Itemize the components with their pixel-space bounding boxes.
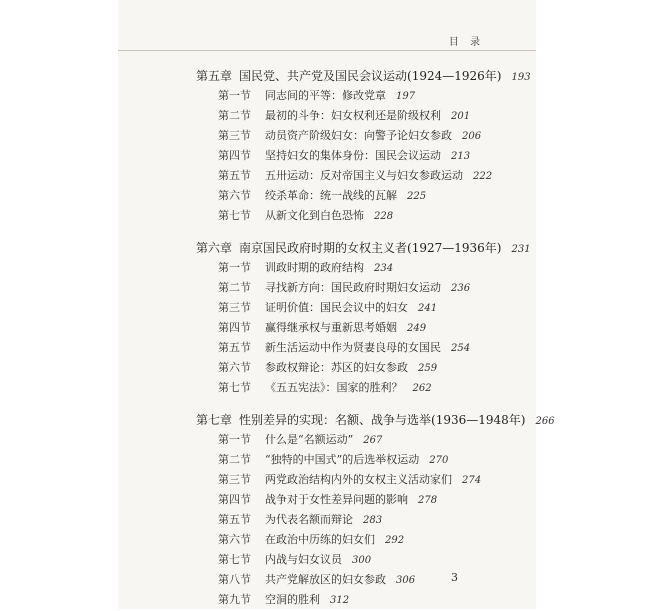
section-page-number: 234 — [374, 263, 394, 274]
section-label: 第四节 — [218, 493, 251, 506]
section-label: 第一节 — [218, 433, 251, 446]
page-number: 3 — [451, 571, 458, 584]
section-label: 第四节 — [218, 149, 251, 162]
section-page-number: 222 — [473, 171, 493, 182]
section-title: 在政治中历练的妇女们 — [265, 533, 375, 546]
section-entry[interactable] — [196, 470, 526, 490]
section-title: 共产党解放区的妇女参政 — [265, 573, 386, 586]
section-page-number: 267 — [363, 435, 383, 446]
section-entry[interactable] — [196, 146, 526, 166]
section-entry[interactable] — [196, 510, 526, 530]
section-label: 第五节 — [218, 513, 251, 526]
section-title: 内战与妇女议员 — [265, 553, 342, 566]
section-entry[interactable] — [196, 570, 526, 590]
section-entry[interactable] — [196, 590, 526, 610]
section-title: 赢得继承权与重新思考婚姻 — [265, 321, 397, 334]
section-page-number: 292 — [385, 535, 405, 546]
section-entry[interactable] — [196, 126, 526, 146]
section-page-number: 306 — [396, 575, 416, 586]
section-title: 什么是“名额运动” — [265, 433, 354, 446]
section-page-number: 278 — [418, 495, 438, 506]
section-entry[interactable] — [196, 530, 526, 550]
section-entry[interactable] — [196, 258, 526, 278]
section-page-number: 213 — [451, 151, 471, 162]
chapter-spacer — [196, 226, 526, 238]
table-of-contents — [196, 66, 555, 610]
chapter-page-number: 266 — [535, 416, 555, 427]
section-entry[interactable] — [196, 206, 526, 226]
section-title: 同志间的平等：修改党章 — [265, 89, 386, 102]
section-title: 战争对于女性差异问题的影响 — [265, 493, 408, 506]
section-page-number: 201 — [451, 111, 471, 122]
section-title: 寻找新方向：国民政府时期妇女运动 — [265, 281, 441, 294]
chapter-page-number: 193 — [511, 72, 531, 83]
section-label: 第六节 — [218, 533, 251, 546]
section-entry[interactable] — [196, 166, 526, 186]
section-title: 动员资产阶级妇女：向警予论妇女参政 — [265, 129, 452, 142]
section-entry[interactable] — [196, 106, 526, 126]
section-entry[interactable] — [196, 430, 526, 450]
section-label: 第七节 — [218, 209, 251, 222]
chapter-label: 第六章 — [196, 241, 233, 255]
section-label: 第一节 — [218, 89, 251, 102]
section-page-number: 270 — [429, 455, 449, 466]
section-label: 第八节 — [218, 573, 251, 586]
running-head: 目 录 — [448, 37, 484, 48]
book-page — [118, 0, 555, 609]
chapter-spacer — [196, 398, 526, 410]
chapter-page-number: 231 — [511, 244, 531, 255]
section-entry[interactable] — [196, 278, 526, 298]
section-page-number: 300 — [352, 555, 372, 566]
section-page-number: 225 — [407, 191, 427, 202]
section-title: 空洞的胜利 — [265, 593, 320, 606]
chapter-entry[interactable] — [196, 238, 531, 258]
section-entry[interactable] — [196, 450, 526, 470]
section-page-number: 197 — [396, 91, 416, 102]
section-page-number: 241 — [418, 303, 438, 314]
chapter-label: 第五章 — [196, 69, 233, 83]
section-label: 第五节 — [218, 341, 251, 354]
section-title: 绞杀革命：统一战线的瓦解 — [265, 189, 397, 202]
section-title: 训政时期的政府结构 — [265, 261, 364, 274]
section-page-number: 312 — [330, 595, 350, 606]
section-page-number: 262 — [412, 383, 432, 394]
section-title: 最初的斗争：妇女权利还是阶级权利 — [265, 109, 441, 122]
chapter-label: 第七章 — [196, 413, 233, 427]
section-label: 第三节 — [218, 129, 251, 142]
section-label: 第七节 — [218, 381, 251, 394]
section-page-number: 274 — [462, 475, 482, 486]
section-title: 《五五宪法》：国家的胜利？ — [265, 381, 403, 394]
section-title: 证明价值：国民会议中的妇女 — [265, 301, 408, 314]
section-label: 第六节 — [218, 361, 251, 374]
section-entry[interactable] — [196, 358, 526, 378]
header-rule — [118, 50, 536, 51]
section-entry[interactable] — [196, 318, 526, 338]
section-page-number: 254 — [451, 343, 471, 354]
section-label: 第二节 — [218, 281, 251, 294]
section-title: 从新文化到白色恐怖 — [265, 209, 364, 222]
section-label: 第九节 — [218, 593, 251, 606]
section-label: 第二节 — [218, 453, 251, 466]
chapter-title: 国民党、共产党及国民会议运动(1924—1926年) — [239, 69, 502, 83]
section-label: 第三节 — [218, 473, 251, 486]
section-page-number: 259 — [418, 363, 438, 374]
section-label: 第四节 — [218, 321, 251, 334]
section-label: 第七节 — [218, 553, 251, 566]
section-label: 第五节 — [218, 169, 251, 182]
section-label: 第三节 — [218, 301, 251, 314]
section-entry[interactable] — [196, 550, 526, 570]
section-entry[interactable] — [196, 86, 526, 106]
section-page-number: 249 — [407, 323, 427, 334]
section-page-number: 236 — [451, 283, 471, 294]
section-label: 第六节 — [218, 189, 251, 202]
section-entry[interactable] — [196, 298, 526, 318]
section-entry[interactable] — [196, 338, 526, 358]
chapter-entry[interactable] — [196, 410, 555, 430]
chapter-title: 南京国民政府时期的女权主义者(1927—1936年) — [239, 241, 502, 255]
section-page-number: 206 — [462, 131, 482, 142]
chapter-entry[interactable] — [196, 66, 531, 86]
section-entry[interactable] — [196, 490, 526, 510]
section-page-number: 228 — [374, 211, 394, 222]
section-title: 坚持妇女的集体身份：国民会议运动 — [265, 149, 441, 162]
section-entry[interactable] — [196, 378, 526, 398]
section-title: “独特的中国式”的后选举权运动 — [265, 453, 420, 466]
section-label: 第二节 — [218, 109, 251, 122]
section-page-number: 283 — [363, 515, 383, 526]
section-label: 第一节 — [218, 261, 251, 274]
chapter-title: 性别差异的实现：名额、战争与选举(1936—1948年) — [239, 413, 526, 427]
section-entry[interactable] — [196, 186, 526, 206]
section-title: 参政权辩论：苏区的妇女参政 — [265, 361, 408, 374]
section-title: 五卅运动：反对帝国主义与妇女参政运动 — [265, 169, 463, 182]
section-title: 为代表名额而辩论 — [265, 513, 353, 526]
section-title: 两党政治结构内外的女权主义活动家们 — [265, 473, 452, 486]
section-title: 新生活运动中作为贤妻良母的女国民 — [265, 341, 441, 354]
